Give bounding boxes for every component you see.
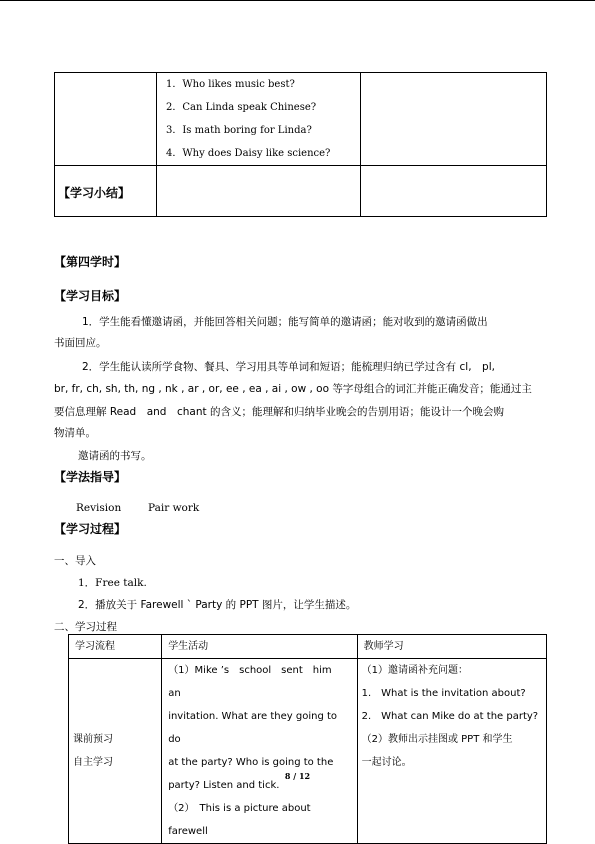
teacher-line: （2）教师出示挂图或 PPT 和学生 (361, 734, 513, 745)
student-activity-cell (162, 659, 357, 844)
activity-line: （2） This is a picture about farewell (168, 803, 311, 837)
activity-line: （1）Mike ’s school sent him an (168, 665, 342, 699)
summary-label-cell (55, 166, 157, 217)
method-heading: 【学法指导】 (54, 470, 127, 484)
flow-cell (69, 659, 162, 844)
page-number: 8 / 12 (284, 771, 311, 781)
learning-process-table (68, 634, 547, 844)
method-item: Pair work (148, 502, 200, 514)
teacher-line: （1）邀请函补充问题： (361, 665, 468, 676)
goal-text: br, fr, ch, sh, th, ng , nk , ar , or, ee , ea , ai , ow , oo 等字母组合的词汇并能正确发音；能通过主 (54, 383, 532, 395)
question-item: 3．Is math boring for Linda? (166, 125, 312, 136)
lesson-heading: 【第四学时】 (54, 255, 127, 269)
intro-item: 1．Free talk. (78, 577, 147, 589)
activity-line: party? Listen and tick. (168, 780, 280, 791)
table-header-row (69, 635, 547, 659)
top-rule (0, 0, 595, 1)
empty-cell (157, 166, 361, 217)
teacher-line: 一起讨论。 (361, 757, 412, 768)
goal-text: 要信息理解 Read and chant 的含义；能理解和归纳毕业晚会的告别用语；能设计一个晚会购 (54, 406, 504, 418)
header-cell: 教师学习 (357, 635, 546, 659)
intro-item: 2．播放关于 Farewell ` Party 的 PPT 图片，让学生描述。 (78, 599, 357, 611)
flow-item: 自主学习 (73, 757, 113, 768)
teacher-activity-cell (357, 659, 546, 844)
question-item: 1．Who likes music best? (166, 79, 295, 90)
empty-cell (361, 166, 547, 217)
question-item: 2．Can Linda speak Chinese? (166, 102, 317, 113)
goal-text: 1．学生能看懂邀请函，并能回答相关问题；能写简单的邀请函；能对收到的邀请函做出 (82, 316, 488, 328)
table-row (55, 166, 547, 217)
questions-cell (157, 73, 361, 166)
header-cell: 学生活动 (162, 635, 357, 659)
intro-heading: 一、导入 (54, 555, 96, 567)
process-heading: 【学习过程】 (54, 522, 127, 536)
teacher-line: 1. What is the invitation about? (361, 688, 526, 699)
question-item: 4．Why does Daisy like science? (166, 148, 331, 159)
empty-cell (361, 73, 547, 166)
empty-cell (55, 73, 157, 166)
table-row (55, 73, 547, 166)
process-subheading: 二、学习过程 (54, 621, 117, 633)
teacher-line: 2. What can Mike do at the party? (361, 711, 539, 722)
table-row (69, 659, 547, 844)
goals-heading: 【学习目标】 (54, 289, 127, 303)
method-item: Revision (76, 502, 122, 514)
header-cell: 学习流程 (69, 635, 162, 659)
goal-text: 书面回应。 (54, 337, 107, 349)
goal-text: 物清单。 (54, 427, 96, 439)
goal-text: 2．学生能认读所学食物、餐具、学习用具等单词和短语；能梳理归纳已学过含有 cl, pl, (82, 361, 495, 373)
flow-item: 课前预习 (73, 734, 113, 745)
activity-line: at the party? Who is going to the (168, 757, 334, 768)
focus-text: 邀请函的书写。 (78, 450, 152, 462)
reading-questions-table (54, 72, 547, 217)
activity-line: invitation. What are they going to do (168, 711, 338, 745)
summary-label: 【学习小结】 (58, 185, 131, 200)
